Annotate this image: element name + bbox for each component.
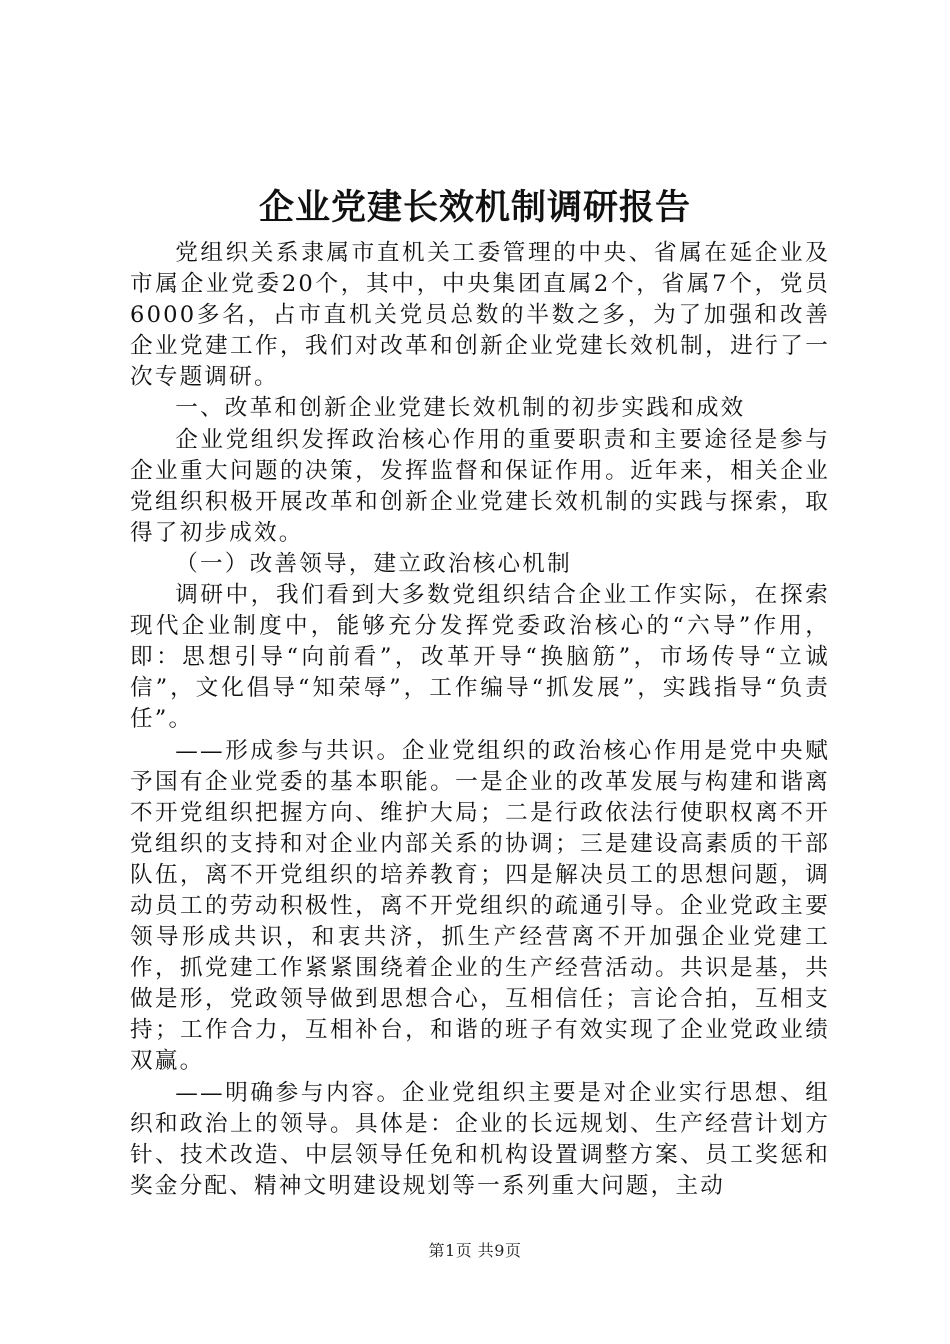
body-paragraph-intro: 党组织关系隶属市直机关工委管理的中央、省属在延企业及市属企业党委20个，其中，中央集团直属2个，省属7个，党员6000多名，占市直机关党员总数的半数之多，为了加强和改善企业党建工作，我们对改革和创新企业党建长效机制，进行了一次专题调研。	[130, 240, 830, 391]
body-paragraph-section-1: 企业党组织发挥政治核心作用的重要职责和主要途径是参与企业重大问题的决策，发挥监督和保证作用。近年来，相关企业党组织积极开展改革和创新企业党建长效机制的实践与探索，取得了初步成效。	[130, 426, 830, 546]
body-paragraph-consensus: ——形成参与共识。企业党组织的政治核心作用是党中央赋予国有企业党委的基本职能。一是企业的改革发展与构建和谐离不开党组织把握方向、维护大局；二是行政依法行使职权离不开党组织的支持和对企业内部关系的协调；三是建设高素质的干部队伍，离不开党组织的培养教育；四是解决员工的思想问题，调动员工的劳动积极性，离不开党组织的疏通引导。企业党政主要领导形成共识，和衷共济，抓生产经营离不开加强企业党建工作，抓党建工作紧紧围绕着企业的生产经营活动。共识是基，共做是形，党政领导做到思想合心，互相信任；言论合拍，互相支持；工作合力，互相补台，和谐的班子有效实现了企业党政业绩双赢。	[130, 737, 830, 1075]
body-paragraph-liudao: 调研中，我们看到大多数党组织结合企业工作实际，在探索现代企业制度中，能够充分发挥党委政治核心的“六导”作用，即：思想引导“向前看”，改革开导“换脑筋”，市场传导“立诚信”，文化倡导“知荣辱”，工作编导“抓发展”，实践指导“负责任”。	[130, 582, 830, 733]
subsection-heading-1: （一）改善领导，建立政治核心机制	[175, 550, 572, 577]
page-footer: 第1页 共9页	[428, 1241, 522, 1260]
body-paragraph-content: ——明确参与内容。企业党组织主要是对企业实行思想、组织和政治上的领导。具体是：企业的长远规划、生产经营计划方针、技术改造、中层领导任免和机构设置调整方案、员工奖惩和奖金分配、精神文明建设规划等一系列重大问题，主动	[130, 1079, 830, 1199]
section-heading-1: 一、改革和创新企业党建长效机制的初步实践和成效	[175, 395, 746, 422]
document-title: 企业党建长效机制调研报告	[258, 187, 691, 228]
document-body	[130, 238, 830, 1202]
